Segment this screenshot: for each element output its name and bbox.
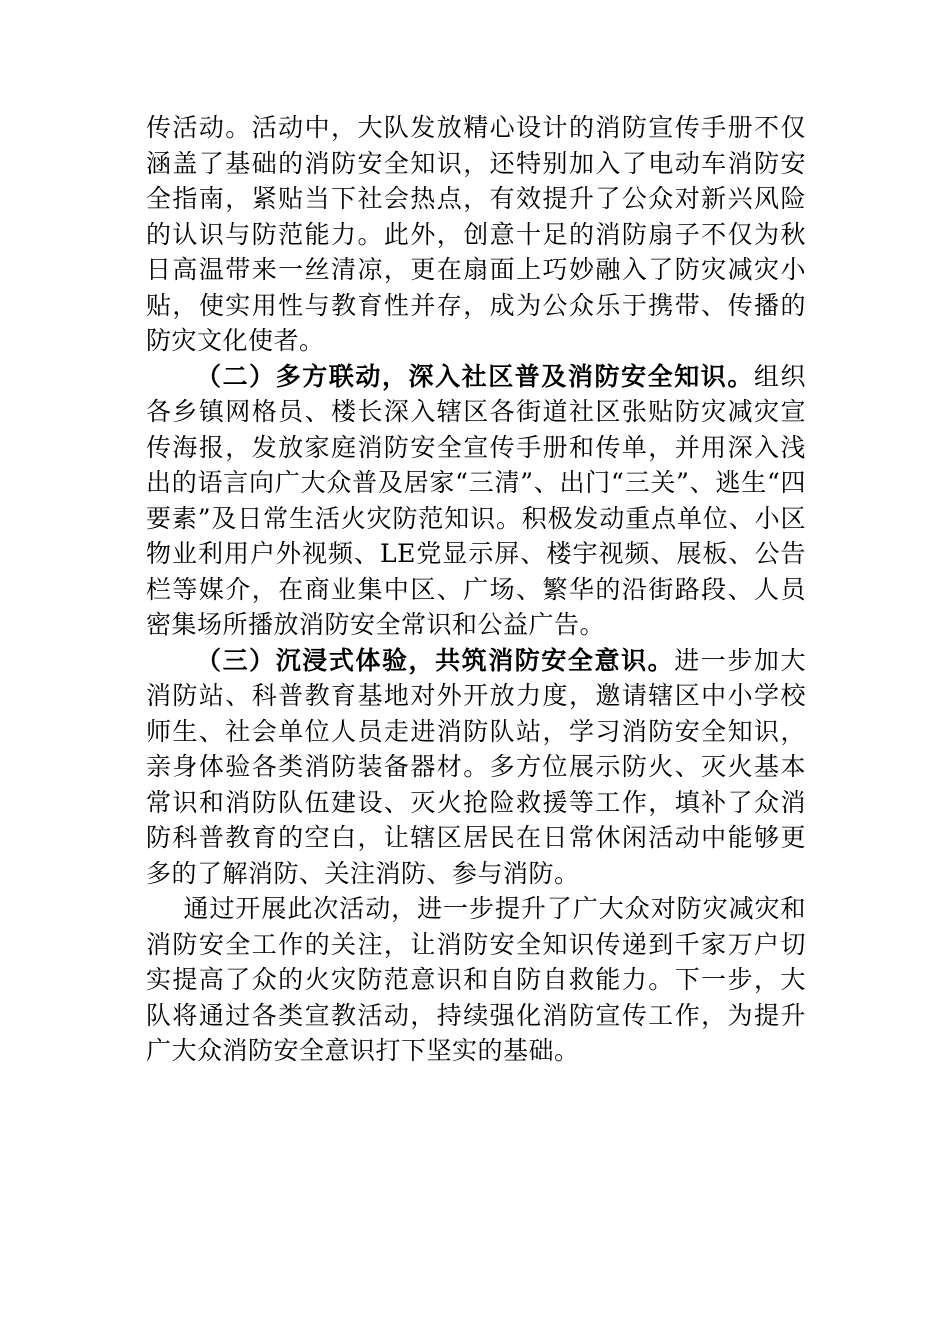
paragraph-conclusion: [146, 891, 806, 1069]
paragraph-community-outreach: [146, 359, 806, 643]
section-heading-two: （二）多方联动，深入社区普及消防安全知识。: [196, 361, 754, 391]
paragraph-immersive-experience: [146, 643, 806, 892]
paragraph-activity-details: [146, 110, 806, 359]
paragraph-text: 通过开展此次活动，进一步提升了广大众对防灾减灾和消防安全工作的关注，让消防安全知识传递到千家万户切实提高了众的火灾防范意识和自防自救能力。下一步，大队将通过各类宣教活动，持续强化消防宣传工作，为提升广大众消防安全意识打下坚实的基础。: [146, 894, 806, 1065]
section-heading-three: （三）沉浸式体验，共筑消防安全意识。: [196, 645, 675, 675]
paragraph-text: 进一步加大消防站、科普教育基地对外开放力度，邀请辖区中小学校师生、社会单位人员走进消防队站，学习消防安全知识，亲身体验各类消防装备器材。多方位展示防火、灭火基本常识和消防队伍建设、灭火抢险救援等工作，填补了众消防科普教育的空白，让辖区居民在日常休闲活动中能够更多的了解消防、关注消防、参与消防。: [146, 645, 806, 888]
document-body: [146, 110, 806, 1069]
paragraph-text: 传活动。活动中，大队发放精心设计的消防宣传手册不仅涵盖了基础的消防安全知识，还特别加入了电动车消防安全指南，紧贴当下社会热点，有效提升了公众对新兴风险的认识与防范能力。此外，创意十足的消防扇子不仅为秋日高温带来一丝清凉，更在扇面上巧妙融入了防灾减灾小贴，使实用性与教育性并存，成为公众乐于携带、传播的防灾文化使者。: [146, 113, 806, 355]
paragraph-text: 组织各乡镇网格员、楼长深入辖区各街道社区张贴防灾减灾宣传海报，发放家庭消防安全宣传手册和传单，并用深入浅出的语言向广大众普及居家“三清”、出门“三关”、逃生“四要素”及日常生活火灾防范知识。积极发动重点单位、小区物业利用户外视频、LE党显示屏、楼宇视频、展板、公告栏等媒介，在商业集中区、广场、繁华的沿街路段、人员密集场所播放消防安全常识和公益广告。: [146, 361, 806, 639]
